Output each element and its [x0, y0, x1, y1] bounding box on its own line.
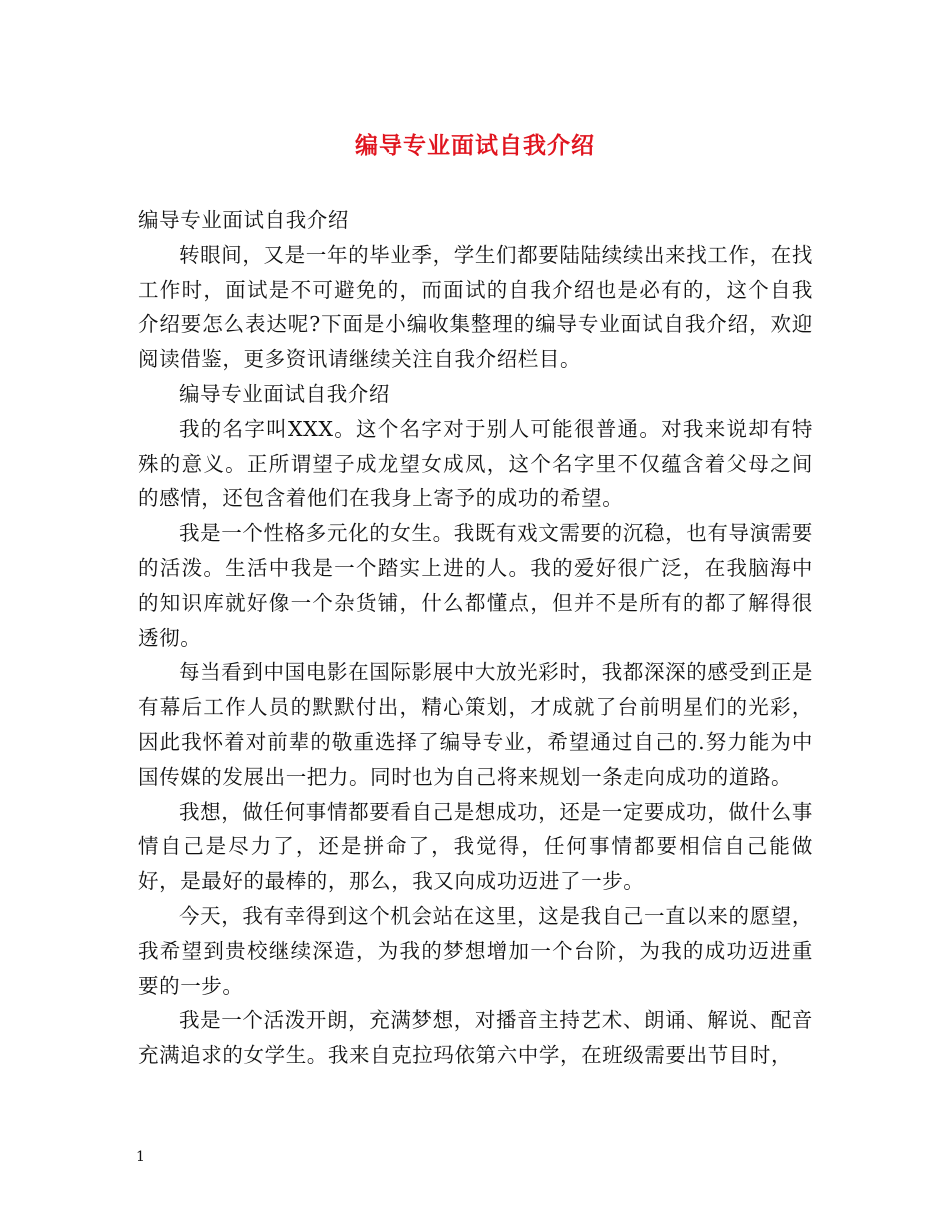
- paragraph: 我是一个活泼开朗，充满梦想，对播音主持艺术、朗诵、解说、配音充满追求的女学生。我来自克拉玛依第六中学，在班级需要出节目时，: [138, 1008, 813, 1068]
- document-title: 编导专业面试自我介绍: [355, 132, 595, 159]
- paragraph: 转眼间，又是一年的毕业季，学生们都要陆陆续续出来找工作，在找工作时，面试是不可避免的，而面试的自我介绍也是必有的，这个自我介绍要怎么表达呢?下面是小编收集整理的编导专业面试自我介绍，欢迎阅读借鉴，更多资讯请继续关注自我介绍栏目。: [138, 242, 813, 372]
- paragraph: 我想，做任何事情都要看自己是想成功，还是一定要成功，做什么事情自己是尽力了，还是拼命了，我觉得，任何事情都要相信自己能做好，是最好的最棒的，那么，我又向成功迈进了一步。: [138, 799, 813, 894]
- paragraph: 今天，我有幸得到这个机会站在这里，这是我自己一直以来的愿望，我希望到贵校继续深造，为我的梦想增加一个台阶，为我的成功迈进重要的一步。: [138, 903, 813, 998]
- page-number: 1: [136, 1149, 145, 1165]
- paragraph-heading: 编导专业面试自我介绍: [138, 208, 349, 232]
- paragraph: 我的名字叫XXX。这个名字对于别人可能很普通。对我来说却有特殊的意义。正所谓望子成龙望女成凤，这个名字里不仅蕴含着父母之间的感情，还包含着他们在我身上寄予的成功的希望。: [138, 416, 813, 511]
- paragraph: 我是一个性格多元化的女生。我既有戏文需要的沉稳，也有导演需要的活泼。生活中我是一个踏实上进的人。我的爱好很广泛，在我脑海中的知识库就好像一个杂货铺，什么都懂点，但并不是所有的都了解得很透彻。: [138, 521, 813, 650]
- paragraph: 每当看到中国电影在国际影展中大放光彩时，我都深深的感受到正是有幕后工作人员的默默付出，精心策划，才成就了台前明星们的光彩，因此我怀着对前辈的敬重选择了编导专业，希望通过自己的.努力能为中国传媒的发展出一把力。同时也为自己将来规划一条走向成功的道路。: [138, 660, 813, 789]
- paragraph-subheading: 编导专业面试自我介绍: [179, 381, 390, 406]
- document-body: [138, 203, 813, 1073]
